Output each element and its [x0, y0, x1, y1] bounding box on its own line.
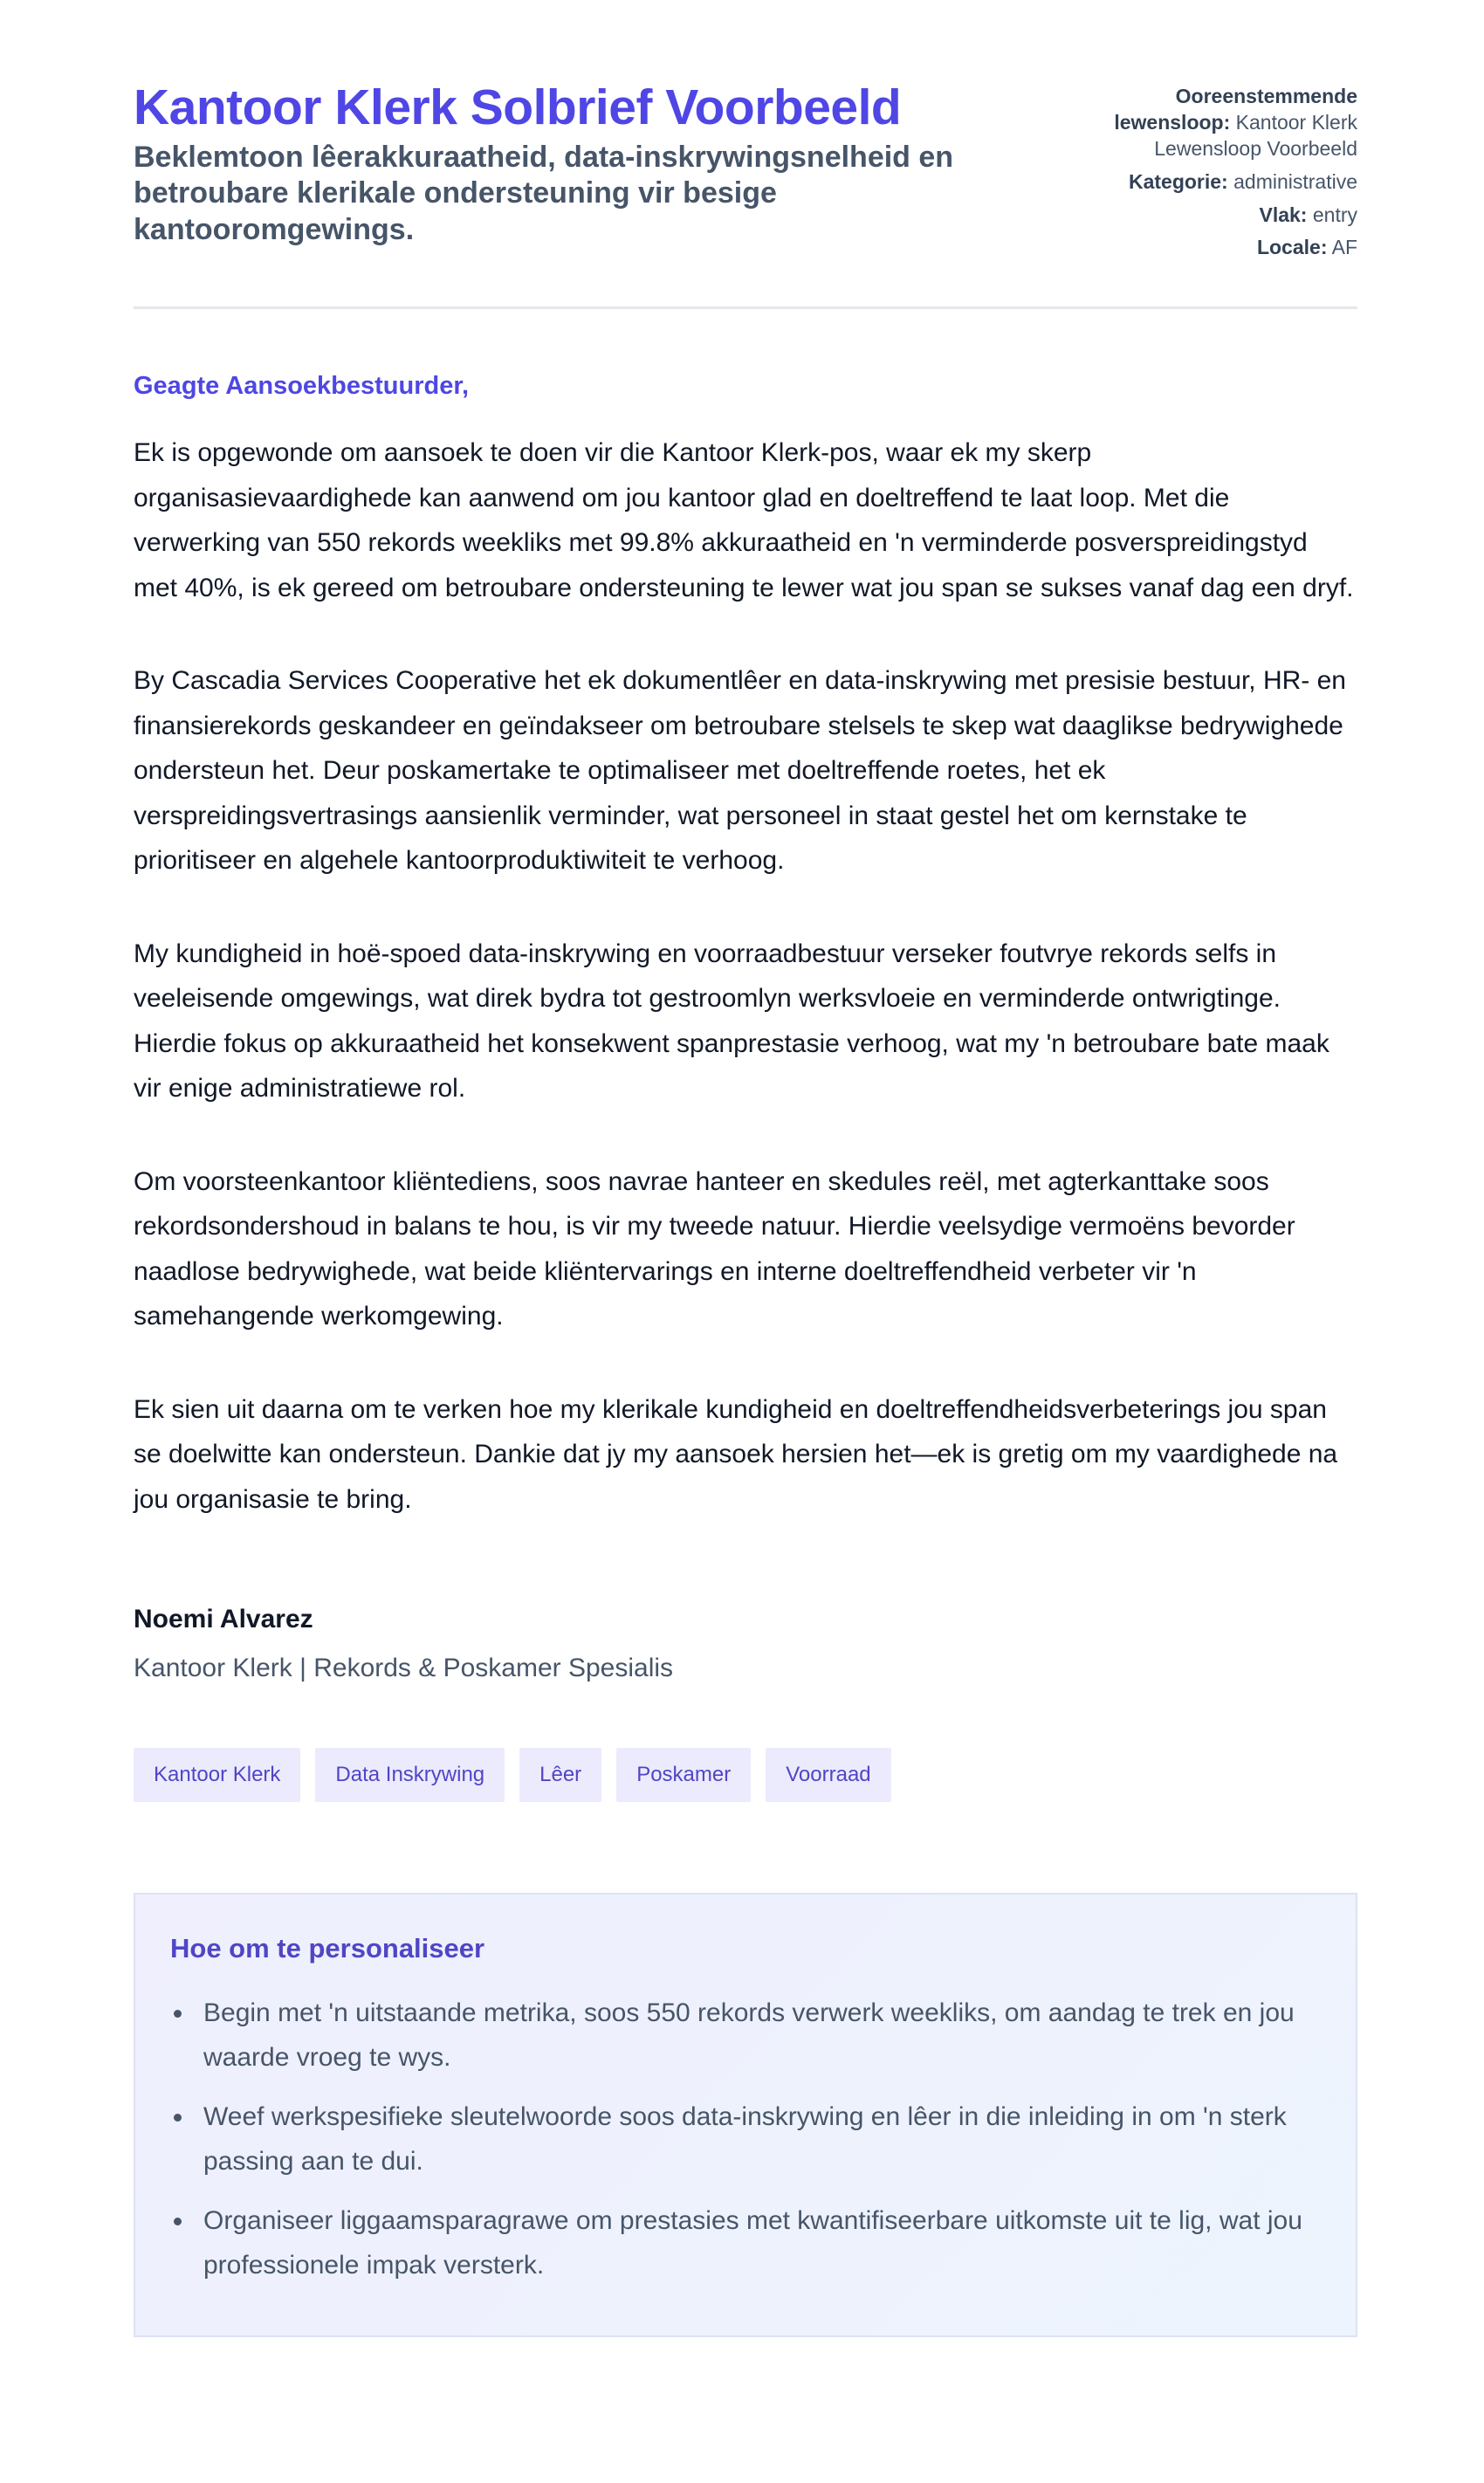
tag: Poskamer — [616, 1748, 751, 1802]
meta-info — [1069, 80, 1357, 268]
meta-value: Kantoor Klerk Lewensloop Voorbeeld — [1154, 110, 1357, 160]
tag: Kantoor Klerk — [134, 1748, 300, 1802]
letter-paragraph: Ek is opgewonde om aansoek te doen vir die Kantoor Klerk-pos, waar ek my skerp organisasievaardighede kan aanwend om jou kantoor glad en doeltreffend te laat loop. Met die verwerking van 550 rekords weekliks met 99.8% akkuraatheid en 'n verminderde posverspreidingstyd met 40%, is ek gereed om betroubare ondersteuning te lewer wat jou span se sukses vanaf dag een dryf. — [134, 438, 1354, 602]
tips-list — [170, 1991, 1321, 2287]
letter-body — [134, 430, 1357, 1522]
cover-letter-page — [134, 80, 1357, 2337]
meta-value: entry — [1312, 203, 1357, 226]
meta-label: Vlak: — [1259, 203, 1308, 226]
meta-locale — [1069, 235, 1357, 261]
tip-item: Weef werkspesifieke sleutelwoorde soos data-inskrywing en lêer in die inleiding in om 'n sterk passing aan te dui. — [203, 2094, 1321, 2184]
letter-paragraph: My kundigheid in hoë-spoed data-inskrywing en voorraadbestuur verseker foutvrye rekords selfs in veeleisende omgewings, wat direk bydra tot gestroomlyn werksvloeie en verminderde ontwrigtinge. Hierdie fokus op akkuraatheid het konsekwent spanprestasie verhoog, wat my 'n betroubare bate maak vir enige administratiewe rol. — [134, 939, 1329, 1104]
header-title-block — [134, 80, 1007, 248]
personalization-tips — [134, 1893, 1357, 2337]
meta-label: Locale: — [1256, 236, 1328, 259]
meta-matching-resume — [1069, 84, 1357, 162]
letter-paragraph: By Cascadia Services Cooperative het ek dokumentlêer en data-inskrywing met presisie bestuur, HR- en finansierekords geskandeer en geïndakseer om betroubare stelsels te skep wat daaglikse bedrywighede ondersteun het. Deur poskamertake te optimaliseer met doeltreffende roetes, het ek verspreidingsvertrasings aansienlik verminder, wat personeel in staat gestel het om kernstake te prioritiseer en algehele kantoorproduktiwiteit te verhoog. — [134, 666, 1346, 876]
page-header — [134, 80, 1357, 309]
tag: Lêer — [519, 1748, 601, 1802]
signature — [134, 1605, 1357, 1683]
tag: Voorraad — [766, 1748, 890, 1802]
letter-paragraph: Om voorsteenkantoor kliëntediens, soos navrae hanteer en skedules reël, met agterkanttake soos rekordsondershoud in balans te hou, is vir my tweede natuur. Hierdie veelsydige vermoëns bevorder naadlose bedrywighede, wat beide kliëntervarings en interne doeltreffendheid verbeter vir 'n samehangende werkomgewing. — [134, 1166, 1295, 1331]
meta-label: Ooreenstemmende lewensloop: — [1114, 85, 1357, 134]
salutation: Geagte Aansoekbestuurder, — [134, 372, 470, 401]
meta-category — [1069, 169, 1357, 196]
tips-title: Hoe om te personaliseer — [170, 1933, 485, 1964]
tag: Data Inskrywing — [315, 1748, 505, 1802]
tip-item: Organiseer liggaamsparagrawe om prestasies met kwantifiseerbare uitkomste uit te lig, wat jou professionele impak versterk. — [203, 2198, 1321, 2287]
page-subtitle: Beklemtoon lêerakkuraatheid, data-inskrywingsnelheid en betroubare klerikale ondersteuning vir besige kantooromgewings. — [134, 140, 954, 246]
meta-level — [1069, 203, 1357, 229]
tag-list — [134, 1748, 1357, 1802]
page-title: Kantoor Klerk Solbrief Voorbeeld — [134, 79, 902, 135]
meta-value: AF — [1331, 236, 1357, 259]
meta-label: Kategorie: — [1128, 169, 1228, 193]
meta-value: administrative — [1233, 169, 1357, 193]
tip-item: Begin met 'n uitstaande metrika, soos 550 rekords verwerk weekliks, om aandag te trek en jou waarde vroeg te wys. — [203, 1991, 1321, 2080]
signature-title: Kantoor Klerk | Rekords & Poskamer Spesialis — [134, 1654, 674, 1683]
letter-paragraph: Ek sien uit daarna om te verken hoe my klerikale kundigheid en doeltreffendheidsverbeterings jou span se doelwitte kan ondersteun. Dankie dat jy my aansoek hersien het—ek is gretig om my vaardighede na jou organisasie te bring. — [134, 1394, 1338, 1514]
signature-name: Noemi Alvarez — [134, 1605, 313, 1634]
